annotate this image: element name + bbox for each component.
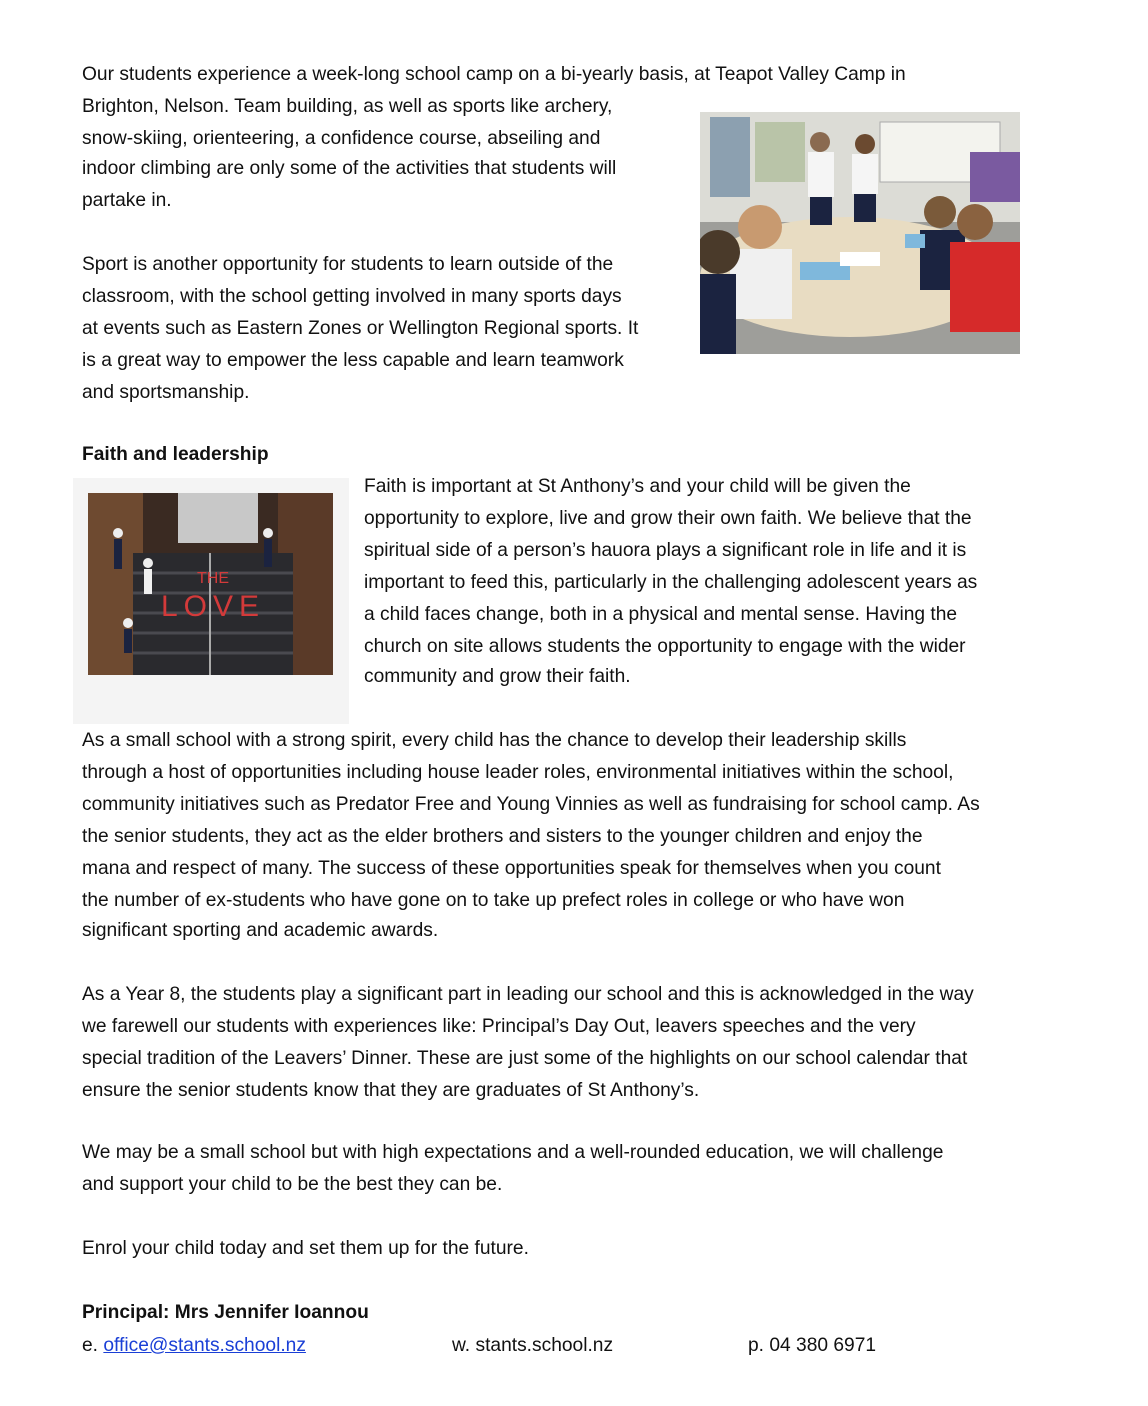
phone-prefix: p.: [748, 1335, 765, 1356]
faith-line-7: community and grow their faith.: [364, 666, 631, 687]
contact-web: [452, 1330, 613, 1362]
leadership-line-1: As a small school with a strong spirit, every child has the chance to develop their leadership skills: [82, 730, 907, 751]
faith-line-4: important to feed this, particularly in the challenging adolescent years as: [364, 572, 978, 593]
camp-line-4: indoor climbing are only some of the activities that students will: [82, 158, 617, 179]
email-link[interactable]: office@stants.school.nz: [103, 1335, 306, 1356]
faith-line-2: opportunity to explore, live and grow their own faith. We believe that the: [364, 508, 972, 529]
camp-line-2: Brighton, Nelson. Team building, as well as sports like archery,: [82, 96, 613, 117]
web-prefix: w.: [452, 1335, 471, 1356]
enrol-line: Enrol your child today and set them up for the future.: [82, 1238, 529, 1259]
email-prefix: e.: [82, 1335, 99, 1356]
contact-phone: [748, 1330, 876, 1362]
sport-line-5: and sportsmanship.: [82, 382, 250, 403]
sport-line-3: at events such as Eastern Zones or Wellington Regional sports. It: [82, 318, 639, 339]
classroom-photo-illustration: [700, 112, 1020, 354]
faith-line-5: a child faces change, both in a physical and mental sense. Having the: [364, 604, 958, 625]
faith-line-1: Faith is important at St Anthony’s and your child will be given the: [364, 476, 911, 497]
sport-line-4: is a great way to empower the less capable and learn teamwork: [82, 350, 624, 371]
phone-number: 04 380 6971: [769, 1335, 877, 1356]
stairs-text-the: THE: [197, 570, 229, 587]
classroom-photo: [700, 112, 1020, 354]
principal-name: Principal: Mrs Jennifer Ioannou: [82, 1302, 369, 1323]
leadership-line-2: through a host of opportunities including house leader roles, environmental initiatives within the school,: [82, 762, 954, 783]
year8-line-2: we farewell our students with experiences like: Principal’s Day Out, leavers speeches and the very: [82, 1016, 916, 1037]
web-address: stants.school.nz: [475, 1335, 614, 1356]
year8-line-1: As a Year 8, the students play a significant part in leading our school and this is acknowledged in the way: [82, 984, 974, 1005]
faith-line-3: spiritual side of a person’s hauora plays a significant role in life and it is: [364, 540, 967, 561]
small-school-line-2: and support your child to be the best they can be.: [82, 1174, 503, 1195]
stairs-photo-illustration: [88, 493, 333, 675]
stairs-text-love: LOVE: [160, 590, 266, 623]
contact-email: [82, 1330, 306, 1362]
sport-line-2: classroom, with the school getting involved in many sports days: [82, 286, 622, 307]
faith-line-6: church on site allows students the opportunity to engage with the wider: [364, 636, 966, 657]
leadership-line-3: community initiatives such as Predator Free and Young Vinnies as well as fundraising for school camp. As: [82, 794, 980, 815]
leadership-line-4: the senior students, they act as the elder brothers and sisters to the younger children and enjoy the: [82, 826, 923, 847]
leadership-line-7: significant sporting and academic awards.: [82, 920, 439, 941]
camp-line-5: partake in.: [82, 190, 172, 211]
leadership-line-6: the number of ex-students who have gone on to take up prefect roles in college or who have won: [82, 890, 905, 911]
small-school-line-1: We may be a small school but with high expectations and a well-rounded education, we will challenge: [82, 1142, 944, 1163]
year8-line-4: ensure the senior students know that they are graduates of St Anthony’s.: [82, 1080, 700, 1101]
sport-line-1: Sport is another opportunity for students to learn outside of the: [82, 254, 614, 275]
year8-line-3: special tradition of the Leavers’ Dinner. These are just some of the highlights on our school calendar that: [82, 1048, 968, 1069]
camp-line-1: Our students experience a week-long school camp on a bi-yearly basis, at Teapot Valley Camp in: [82, 64, 906, 85]
faith-heading: Faith and leadership: [82, 444, 269, 465]
leadership-line-5: mana and respect of many. The success of these opportunities speak for themselves when you count: [82, 858, 941, 879]
camp-line-3: snow-skiing, orienteering, a confidence course, abseiling and: [82, 128, 601, 149]
stairs-photo: [88, 493, 333, 675]
